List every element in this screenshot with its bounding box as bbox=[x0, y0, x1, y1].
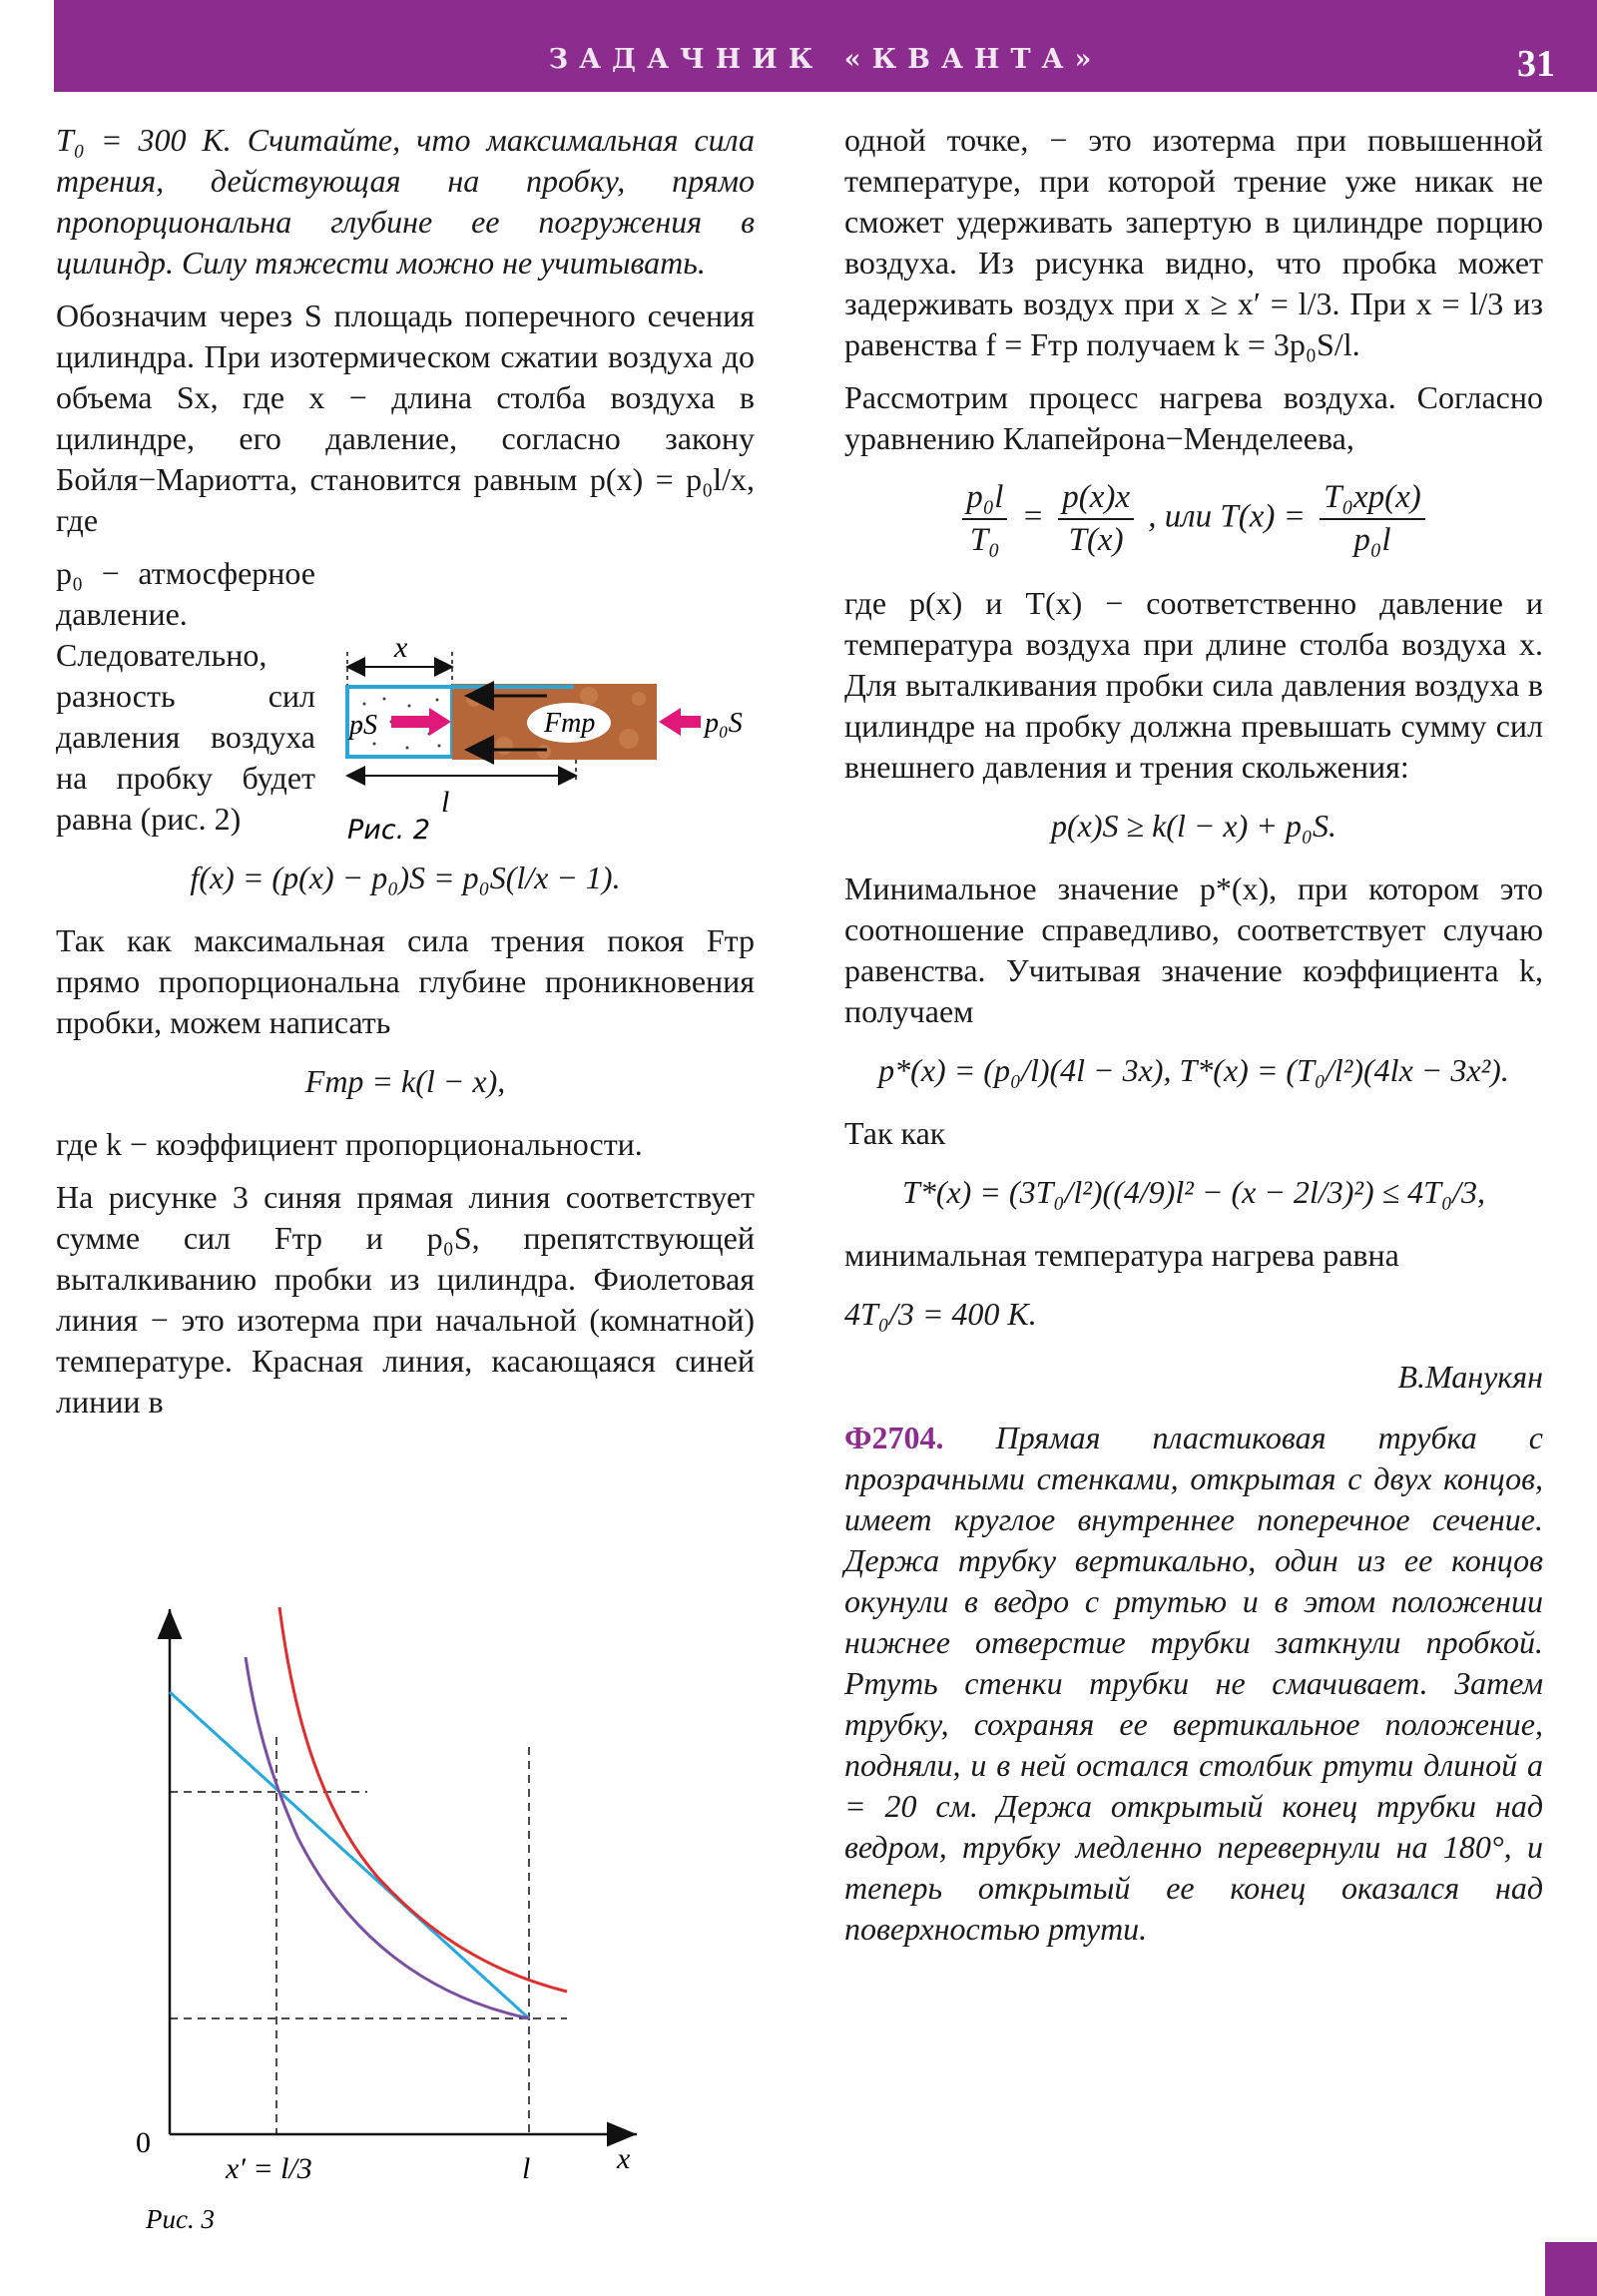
figure-2-cylinder bbox=[289, 524, 759, 863]
violet-curve-initial-isotherm bbox=[246, 1657, 529, 2018]
author-signature: В.Манукян bbox=[1397, 1359, 1543, 1395]
formula-pushout-condition: p(x)S ≥ k(l − x) + p₀S. bbox=[1051, 808, 1336, 844]
formula-temperature-bound: T*(x) = (3T₀/l²)((4/9)l² − (x − 2l/3)²) ≤ 4T₀/3, bbox=[902, 1174, 1485, 1210]
friction-force-label: Fтр bbox=[544, 708, 596, 739]
origin-label: 0 bbox=[136, 2126, 151, 2159]
solution-paragraph-2: p₀ − атмосферное давление. Следовательно, разность сил давления воздуха на пробку будет равна (рис. 2) bbox=[56, 555, 315, 837]
problem-condition-end: T₀ = 300 K. Считайте, что максимальная сила трения, действующая на пробку, прямо пропорциональна глубине ее погружения в цилиндр. Силу тяжести можно не учитывать. bbox=[56, 122, 755, 281]
solution-paragraph-1: Обозначим через S площадь поперечного сечения цилиндра. При изотермическом сжатии воздуха до объема Sx, где x − длина столба воздуха в цилиндре, его давление, согласно закону Бойля−Мариотта, становится равным p(x) = p₀l/x, где bbox=[56, 297, 755, 538]
solution-paragraph-5: На рисунке 3 синяя прямая линия соответствует сумме сил Fтр и p₀S, препятствующей выталкиванию пробки из цилиндра. Фиолетовая линия − это изотерма при начальной (комнатной) температуре. Красная линия, касающаяся синей линии в bbox=[56, 1179, 755, 1420]
figure-2-caption: Рис. 2 bbox=[347, 815, 431, 846]
next-problem bbox=[844, 1418, 1543, 1950]
l-tick-label: l bbox=[522, 2152, 531, 2185]
journal-section-title: ЗАДАЧНИК «КВАНТА» bbox=[548, 44, 1103, 75]
figure-3-caption: Рис. 3 bbox=[146, 2204, 215, 2234]
solution-paragraph-10: Так как bbox=[844, 1115, 946, 1151]
formula-force-difference: f(x) = (p(x) − p₀)S = p₀S(l/x − 1). bbox=[190, 860, 621, 895]
dimension-l-label: l bbox=[441, 786, 450, 819]
solution-paragraph-11: минимальная температура нагрева равна bbox=[844, 1237, 1399, 1273]
x-prime-label: x′ = l/3 bbox=[226, 2152, 312, 2185]
solution-paragraph-8: где p(x) и T(x) − соответственно давление и температура воздуха при длине столба воздуха x. Для выталкивания пробки сила давления воздуха в цилиндре на пробку должна превышать сумму сил внешнего давления и трения скольжения: bbox=[844, 585, 1543, 785]
figure-3-graph bbox=[128, 1587, 647, 2246]
solution-paragraph-7: Рассмотрим процесс нагрева воздуха. Согласно уравнению Клапейрона−Менделеева, bbox=[844, 379, 1543, 456]
right-column bbox=[844, 120, 1543, 1962]
solution-paragraph-3: Так как максимальная сила трения покоя Fтр прямо пропорциональна глубине проникновения пробки, можем написать bbox=[56, 922, 755, 1040]
formula-min-pressure-temperature: p*(x) = (p₀/l)(4l − 3x), T*(x) = (T₀/l²)(4lx − 3x²). bbox=[878, 1052, 1509, 1088]
page-corner-tab bbox=[1545, 2242, 1597, 2296]
page-number: 31 bbox=[1517, 43, 1555, 85]
formula-answer: 4T₀/3 = 400 K. bbox=[844, 1296, 1037, 1332]
x-axis-label: x bbox=[617, 2142, 631, 2175]
pressure-force-label: pS bbox=[349, 710, 377, 741]
atmospheric-force-arrow bbox=[659, 708, 681, 736]
solution-paragraph-9: Минимальное значение p*(x), при котором это соотношение справедливо, соответствует случаю равенства. Учитывая значение коэффициента k, получаем bbox=[844, 870, 1543, 1029]
solution-paragraph-4: где k − коэффициент пропорциональности. bbox=[56, 1126, 643, 1162]
dimension-x-label: x bbox=[394, 631, 408, 664]
formula-clapeyron: $\frac{\text{p₀l}}{\text{T₀}}$ = $\frac{p(x)x}{T(x)}$ , или T(x) = $\frac{\text{T₀xp(x)}}{\text{p₀l}}$ bbox=[844, 477, 1543, 561]
problem-text: Прямая пластиковая трубка с прозрачными стенками, открытая с двух концов, имеет круглое внутреннее поперечное сечение. Держа трубку вертикально, один из ее концов окунули в ведро с ртутью и в этом положении нижнее отверстие трубки заткнули пробкой. Ртуть стенки трубки не смачивает. Затем трубку, сохраняя ее вертикальное положение, подняли, и в ней остался столбик ртути длиной a = 20 см. Держа открытый конец трубки над ведром, трубку медленно перевернули на 180°, и теперь открытый ее конец оказался над поверхностью ртути. bbox=[844, 1420, 1544, 1947]
solution-paragraph-6: одной точке, − это изотерма при повышенной температуре, при которой трение уже никак не сможет удерживать запертую в цилиндре порцию воздуха. Из рисунка видно, что пробка может задерживать воздух при x ≥ x′ = l/3. При x = l/3 из равенства f = Fтр получаем k = 3p₀S/l. bbox=[844, 122, 1543, 362]
red-curve-heated-isotherm bbox=[279, 1607, 567, 1992]
formula-friction: Fтр = k(l − x), bbox=[304, 1063, 506, 1099]
atmospheric-force-label: p₀S bbox=[705, 708, 743, 739]
page-header bbox=[54, 0, 1597, 92]
blue-line-total-resistance bbox=[170, 1692, 529, 2018]
problem-number: Ф2704. bbox=[844, 1420, 944, 1455]
